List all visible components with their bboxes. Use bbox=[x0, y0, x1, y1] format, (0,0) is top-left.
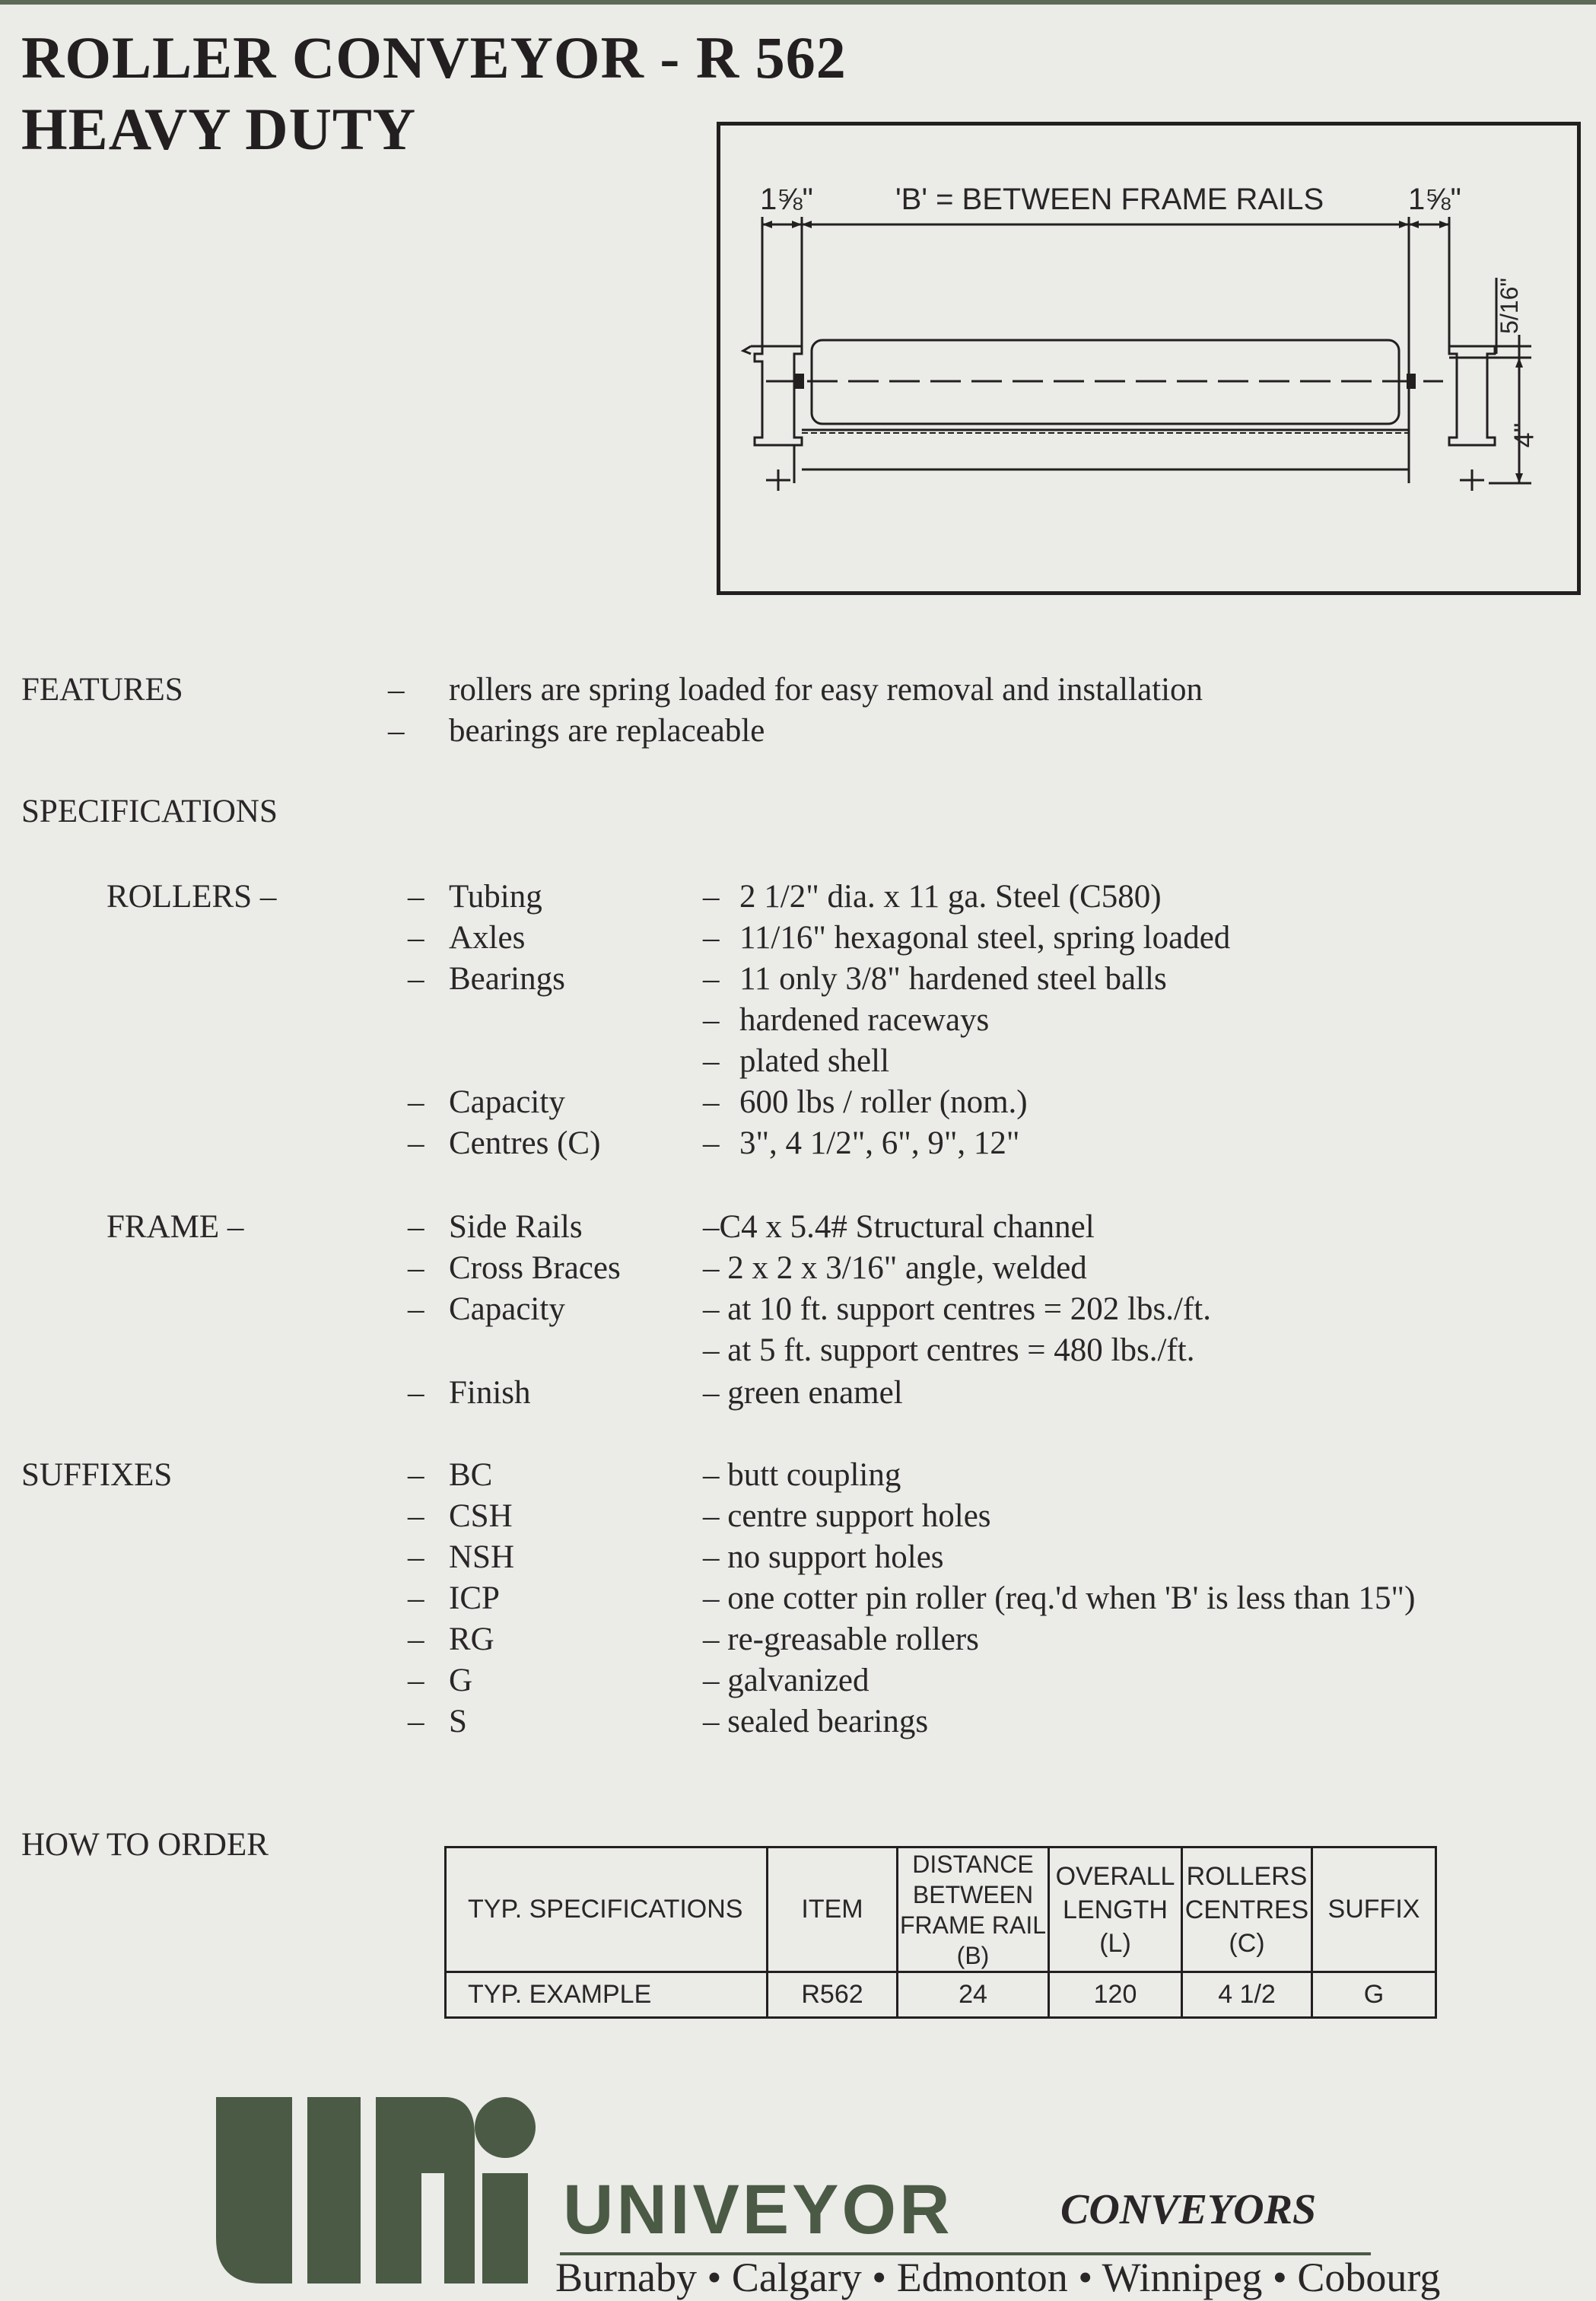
feature-item: rollers are spring loaded for easy removal and installation bbox=[449, 672, 1203, 708]
dash: – bbox=[408, 1498, 424, 1534]
dash: – bbox=[703, 961, 720, 997]
features-heading: FEATURES bbox=[21, 672, 183, 708]
dash: – bbox=[703, 1002, 720, 1038]
header-line: DISTANCE bbox=[912, 1850, 1034, 1878]
dash: – bbox=[408, 1084, 424, 1120]
dash: – bbox=[408, 1457, 424, 1493]
right-dimension-label: 1⅝" bbox=[1408, 183, 1461, 216]
suffix-code: NSH bbox=[449, 1539, 515, 1575]
dash: – bbox=[703, 879, 720, 915]
how-to-order-heading: HOW TO ORDER bbox=[21, 1827, 269, 1863]
header-cell bbox=[1182, 1847, 1312, 1972]
spec-value: – 2 x 2 x 3/16" angle, welded bbox=[703, 1250, 1087, 1286]
dash: – bbox=[408, 1209, 424, 1245]
dash: – bbox=[408, 1663, 424, 1698]
dash: – bbox=[408, 1622, 424, 1657]
dash: – bbox=[408, 1250, 424, 1286]
dash: – bbox=[408, 920, 424, 956]
spec-name: Tubing bbox=[449, 879, 542, 915]
cell: TYP. EXAMPLE bbox=[446, 1972, 768, 2018]
suffix-desc: – one cotter pin roller (req.'d when 'B' is less than 15") bbox=[703, 1580, 1416, 1616]
spec-value: plated shell bbox=[739, 1043, 890, 1079]
rollers-label: ROLLERS – bbox=[107, 879, 277, 915]
suffix-desc: – sealed bearings bbox=[703, 1704, 929, 1739]
spec-name: Axles bbox=[449, 920, 526, 956]
table-header-row bbox=[446, 1847, 1436, 1972]
small-vertical-dimension: 5/16" bbox=[1495, 278, 1523, 334]
dash: – bbox=[388, 713, 405, 749]
header-line: (C) bbox=[1229, 1928, 1265, 1958]
spec-value: 3", 4 1/2", 6", 9", 12" bbox=[739, 1125, 1020, 1161]
dash: – bbox=[408, 879, 424, 915]
univeyor-logo-mark bbox=[216, 2089, 536, 2287]
dash: – bbox=[408, 1704, 424, 1739]
brand-subtitle: CONVEYORS bbox=[1060, 2186, 1317, 2233]
header-cell bbox=[1049, 1847, 1182, 1972]
spec-value: 2 1/2" dia. x 11 ga. Steel (C580) bbox=[739, 879, 1162, 915]
spec-value: – at 5 ft. support centres = 480 lbs./ft. bbox=[703, 1332, 1195, 1368]
specifications-heading: SPECIFICATIONS bbox=[21, 794, 278, 829]
header-line: FRAME RAIL bbox=[899, 1911, 1047, 1939]
spec-value: –C4 x 5.4# Structural channel bbox=[703, 1209, 1095, 1245]
spec-name: Side Rails bbox=[449, 1209, 583, 1245]
page-subtitle: HEAVY DUTY bbox=[21, 96, 417, 162]
header-line: LENGTH bbox=[1063, 1895, 1168, 1924]
spec-value: hardened raceways bbox=[739, 1002, 990, 1038]
suffix-desc: – butt coupling bbox=[703, 1457, 901, 1493]
cell: R562 bbox=[768, 1972, 898, 2018]
dash: – bbox=[388, 672, 405, 708]
spec-value: 11/16" hexagonal steel, spring loaded bbox=[739, 920, 1231, 956]
header-line: CENTRES bbox=[1184, 1895, 1309, 1924]
dash: – bbox=[703, 1084, 720, 1120]
cell: 24 bbox=[898, 1972, 1049, 2018]
suffix-desc: – centre support holes bbox=[703, 1498, 991, 1534]
conveyor-diagram bbox=[717, 122, 1581, 595]
left-dimension-label: 1⅝" bbox=[760, 183, 813, 216]
header-cell: ITEM bbox=[768, 1847, 898, 1972]
dash: – bbox=[408, 961, 424, 997]
dash: – bbox=[408, 1125, 424, 1161]
spec-value: – at 10 ft. support centres = 202 lbs./ft. bbox=[703, 1291, 1211, 1327]
header-line: BETWEEN bbox=[912, 1880, 1034, 1908]
between-rails-label: 'B' = BETWEEN FRAME RAILS bbox=[895, 183, 1324, 216]
spec-name: Finish bbox=[449, 1375, 531, 1411]
spec-name: Cross Braces bbox=[449, 1250, 621, 1286]
frame-label: FRAME – bbox=[107, 1209, 244, 1245]
suffix-desc: – no support holes bbox=[703, 1539, 944, 1575]
cell: G bbox=[1312, 1972, 1436, 2018]
cell: 4 1/2 bbox=[1182, 1972, 1312, 2018]
spec-name: Capacity bbox=[449, 1291, 565, 1327]
page-title: ROLLER CONVEYOR - R 562 bbox=[21, 24, 847, 91]
suffixes-heading: SUFFIXES bbox=[21, 1457, 173, 1493]
suffix-desc: – re-greasable rollers bbox=[703, 1622, 979, 1657]
spec-name: Capacity bbox=[449, 1084, 565, 1120]
table-row bbox=[446, 1972, 1436, 2018]
dash: – bbox=[703, 1125, 720, 1161]
dash: – bbox=[408, 1539, 424, 1575]
header-cell: TYP. SPECIFICATIONS bbox=[446, 1847, 768, 1972]
spec-value: 11 only 3/8" hardened steel balls bbox=[739, 961, 1167, 997]
dash: – bbox=[703, 920, 720, 956]
spec-name: Centres (C) bbox=[449, 1125, 601, 1161]
suffix-code: CSH bbox=[449, 1498, 513, 1534]
dash: – bbox=[703, 1043, 720, 1079]
header-line: OVERALL bbox=[1055, 1861, 1175, 1891]
large-vertical-dimension: 4" bbox=[1508, 422, 1540, 448]
suffix-code: G bbox=[449, 1663, 473, 1698]
header-cell: SUFFIX bbox=[1312, 1847, 1436, 1972]
suffix-desc: – galvanized bbox=[703, 1663, 870, 1698]
office-locations: Burnaby • Calgary • Edmonton • Winnipeg • Cobourg bbox=[555, 2255, 1441, 2300]
cell: 120 bbox=[1049, 1972, 1182, 2018]
header-line: (L) bbox=[1099, 1928, 1131, 1958]
spec-value: 600 lbs / roller (nom.) bbox=[739, 1084, 1028, 1120]
suffix-code: ICP bbox=[449, 1580, 500, 1616]
dash: – bbox=[408, 1291, 424, 1327]
suffix-code: RG bbox=[449, 1622, 494, 1657]
order-table bbox=[444, 1846, 1437, 2019]
spec-value: – green enamel bbox=[703, 1375, 903, 1411]
header-line: (B) bbox=[956, 1941, 990, 1969]
spec-name: Bearings bbox=[449, 961, 565, 997]
suffix-code: BC bbox=[449, 1457, 493, 1493]
top-border bbox=[0, 0, 1596, 5]
suffix-code: S bbox=[449, 1704, 467, 1739]
header-cell bbox=[898, 1847, 1049, 1972]
feature-item: bearings are replaceable bbox=[449, 713, 765, 749]
header-line: ROLLERS bbox=[1186, 1861, 1308, 1891]
dash: – bbox=[408, 1580, 424, 1616]
dash: – bbox=[408, 1375, 424, 1411]
brand-name: UNIVEYOR bbox=[563, 2171, 953, 2248]
